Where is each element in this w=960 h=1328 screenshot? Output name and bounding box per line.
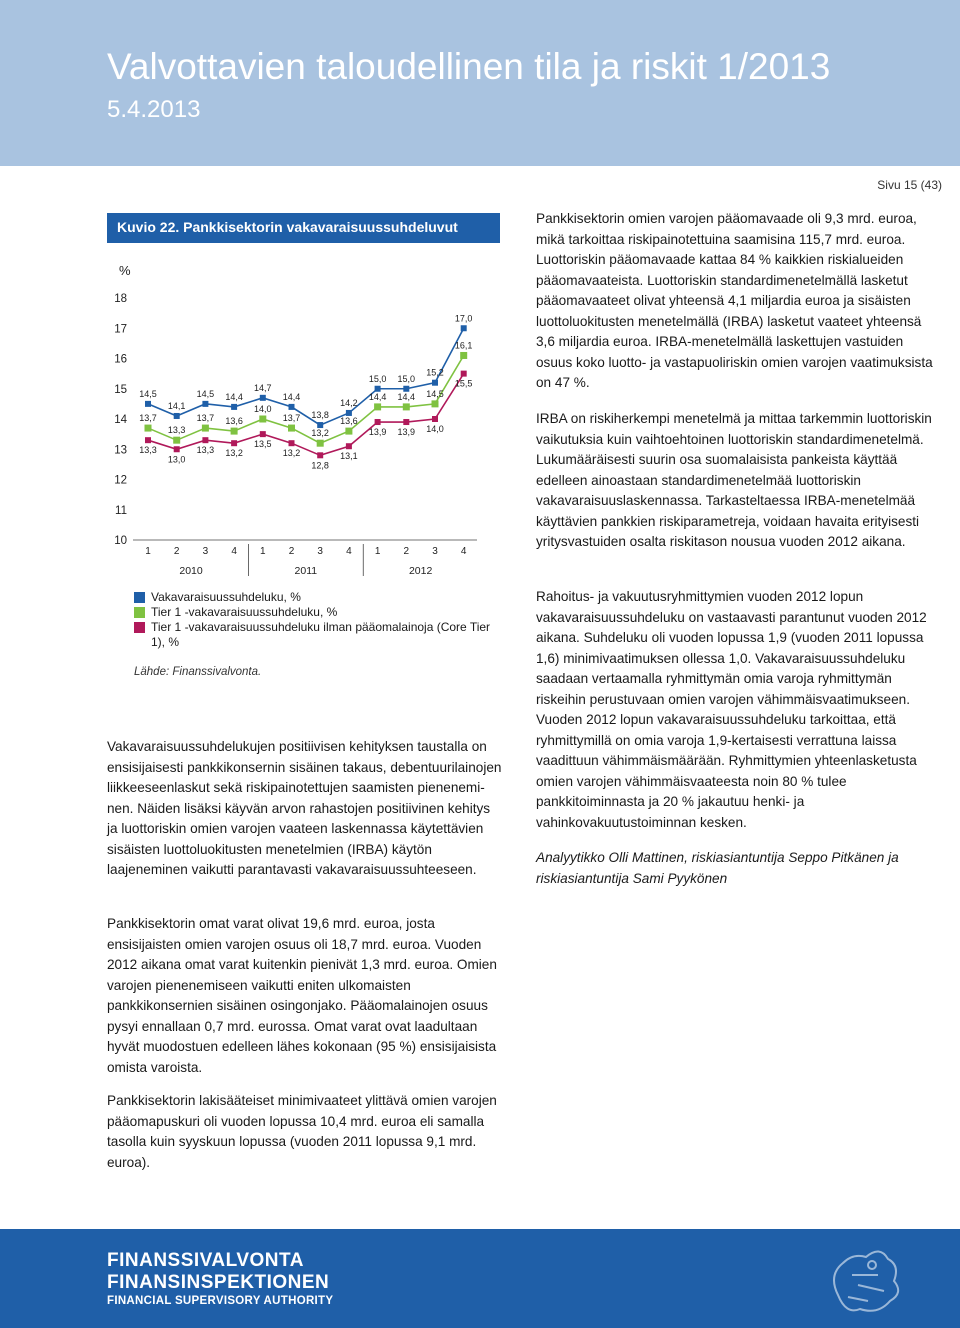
lion-crest-icon: [808, 1235, 918, 1325]
x-tick-label: 1: [374, 546, 381, 557]
x-tick-label: 3: [432, 546, 438, 557]
page-title: Valvottavien taloudellinen tila ja riskit 1/2013: [107, 46, 831, 87]
paragraph-text: Vakavaraisuussuhdelukujen positiivisen kehityksen taustalla on ensisijaisesti pankkikonsernin sisäinen takaus, debentuurilainojen liikkeeseenlaskut sekä riskipainotettujen saamisten pieneneminen. Näiden lisäksi käyvän arvon rahastojen positiivinen kehitys ja luottoriskin omien varojen vaateen laskennassa käytettävien sisäisten luottoluokitusten menetelmien (IRBA) käytön laajeneminen vaikutti parantavasti vakavaraisuussuhteeseen.: [107, 739, 502, 877]
figure-title: Kuvio 22. Pankkisektorin vakavaraisuussuhdeluvut: [117, 219, 458, 235]
series-2-point: [288, 425, 295, 432]
legend-swatch-magenta: [134, 622, 145, 633]
series-3-point: [174, 446, 180, 452]
legend-item-core-tier1: [134, 620, 500, 650]
series-1-data-label: 15,0: [397, 373, 416, 384]
legend-label: Tier 1 -vakavaraisuussuhdeluku, %: [151, 605, 338, 619]
series-3-data-label: 13,9: [397, 427, 416, 438]
series-2-data-label: 13,7: [282, 413, 301, 424]
series-1-data-label: 14,5: [196, 388, 215, 399]
right-paragraph-2: [536, 409, 936, 553]
series-1-data-label: 14,5: [139, 388, 157, 399]
series-3-data-label: 12,8: [311, 460, 329, 471]
series-1-point: [289, 404, 295, 410]
series-3-data-label: 13,3: [139, 445, 157, 456]
series-1-data-label: 14,1: [167, 400, 186, 411]
series-1-point: [174, 413, 180, 419]
series-2-point: [173, 437, 180, 444]
series-3-point: [145, 437, 151, 443]
series-3-data-label: 15,5: [454, 378, 473, 389]
series-2-data-label: 13,6: [225, 416, 243, 427]
series-3-point: [375, 419, 381, 425]
page-date: 5.4.2013: [107, 96, 201, 123]
series-3-point: [202, 437, 208, 443]
series-2-data-label: 14,4: [368, 391, 387, 402]
x-tick-label: 1: [145, 546, 151, 557]
series-2-point: [403, 403, 410, 410]
series-1-data-label: 15,0: [368, 373, 387, 384]
series-3-point: [461, 371, 467, 377]
page-header: [0, 0, 960, 166]
x-tick-label: 4: [346, 546, 352, 557]
left-paragraph-1: [107, 737, 502, 881]
series-line-1: [148, 328, 464, 425]
figure-source: Lähde: Finanssivalvonta.: [134, 666, 262, 678]
legend-swatch-blue: [134, 592, 145, 603]
x-year-label: 2011: [294, 565, 318, 577]
series-3-data-label: 13,3: [196, 445, 215, 456]
x-tick-label: 2: [288, 546, 295, 557]
y-tick-label: 15: [114, 383, 127, 396]
series-2-point: [374, 403, 381, 410]
y-tick-label: 12: [114, 474, 127, 487]
series-2-data-label: 13,7: [139, 413, 157, 424]
x-tick-label: 1: [260, 546, 266, 557]
series-2-data-label: 13,7: [196, 413, 215, 424]
series-1-data-label: 14,2: [340, 397, 358, 408]
series-2-data-label: 13,3: [167, 425, 186, 436]
x-tick-label: 3: [317, 546, 323, 557]
series-2-point: [460, 352, 467, 359]
series-1-data-label: 13,8: [311, 410, 329, 421]
series-3-point: [403, 419, 409, 425]
y-tick-label: 11: [115, 504, 127, 517]
series-3-data-label: 13,1: [340, 451, 358, 462]
legend-item-total: [134, 590, 500, 605]
legend-label: Vakavaraisuussuhdeluku, %: [151, 590, 301, 604]
footer-logo-line-2: FINANSINSPEKTIONEN: [107, 1272, 330, 1293]
x-year-label: 2012: [408, 565, 433, 577]
series-1-data-label: 15,2: [426, 367, 444, 378]
series-2-data-label: 13,2: [311, 428, 329, 439]
series-2-point: [259, 416, 266, 423]
series-1-point: [346, 410, 352, 416]
authors-text: Analyytikko Olli Mattinen, riskiasiantuntija Seppo Pitkänen ja riskiasiantuntija Sami Pyykönen: [536, 850, 899, 886]
x-tick-label: 2: [403, 546, 410, 557]
series-2-data-label: 14,4: [397, 391, 416, 402]
y-tick-label: 13: [114, 444, 127, 457]
paragraph-text: IRBA on riskiherkempi menetelmä ja mittaa tarkemmin luottoriskin vaikutuksia kuin vaihtoehtoinen luottoriskin standardimenetelmä. Lukumääräisesti suurin osa suomalaisista pankeista käyttää edelleen ainoastaan standardimenetelmää luottoriskin vakavaraisuuslaskennassa. Tarkasteltaessa IRBA-menetelmää käyttävien pankkien riskiparametreja, voidaan havaita erityisesti yritysvastuiden osalta riskitason nousua vuoden 2012 aikana.: [536, 411, 932, 549]
x-tick-label: 2: [173, 546, 180, 557]
left-paragraph-3: [107, 1091, 502, 1173]
y-unit-label: %: [119, 263, 131, 278]
series-1-point: [432, 380, 438, 386]
y-tick-label: 10: [114, 535, 127, 547]
footer-logo-line-3: FINANCIAL SUPERVISORY AUTHORITY: [107, 1295, 334, 1307]
series-3-point: [289, 440, 295, 446]
series-3-data-label: 13,2: [282, 448, 301, 459]
series-2-point: [145, 425, 152, 432]
series-2-point: [432, 400, 439, 407]
series-2-data-label: 14,0: [254, 404, 272, 414]
series-1-point: [260, 395, 266, 401]
series-3-point: [317, 452, 323, 458]
paragraph-text: Pankkisektorin omien varojen pääomavaade oli 9,3 mrd. euroa, mikä tarkoittaa riskipainotettuina saamisina 115,7 mrd. euroa. Luottoriskin pääomavaade kattaa 84 % kaikkien riskialueiden pääomavaateista. Luottoriskin standardimenetelmällä lasketut pääomavaateet olivat yhteensä 4,1 miljardia euroa ja sisäisten luottoluokitusten menetelmällä (IRBA) lasketut vaateet yhteensä 3,6 miljardia euroa. IRBA-menetelmällä laskettujen vastuiden osuus koko luotto- ja vastapuoliriskin omien varojen vaatimuksista on 47 %.: [536, 211, 933, 390]
series-2-data-label: 13,6: [340, 416, 358, 427]
series-3-point: [260, 431, 266, 437]
series-3-data-label: 13,0: [167, 454, 186, 465]
y-tick-label: 17: [114, 323, 127, 336]
series-1-data-label: 14,4: [282, 391, 301, 402]
series-3-data-label: 13,2: [225, 448, 243, 459]
series-2-point: [202, 425, 209, 432]
series-2-data-label: 14,5: [426, 388, 444, 399]
series-2-data-label: 16,1: [454, 340, 473, 351]
paragraph-text: Rahoitus- ja vakuutusryhmittymien vuoden 2012 lopun vakavaraisuussuhdeluku on vastaavasti parantunut vuoden 2012 aikana. Suhdeluku oli vuoden lopussa 1,9 (vuoden 2011 lopussa 1,6) minimivaatimuksen ollessa 1,0. Vakavaraisuussuhdeluku saadaan vertaamalla ryhmittymän omia varoja ryhmittymän riskeihin perustuvaan omien varojen vähimmäisvaatimukseen. Vuoden 2012 lopun vakavaraisuussuhdeluku tarkoittaa, että ryhmittymillä on omia varoja 1,9-kertaisesti verrattuna laissa vaadittuun vähimmäismäärään. Ryhmittymien yhteenlasketusta omien varojen vähimmäisvaateesta noin 80 % tulee pankkitoiminnasta ja 20 % jakautuu henki- ja vahinkovakuutustoiminnan kesken.: [536, 589, 927, 830]
series-2-point: [317, 440, 324, 447]
legend-swatch-green: [134, 607, 145, 618]
series-1-point: [231, 404, 237, 410]
series-1-point: [145, 401, 151, 407]
x-tick-label: 4: [231, 546, 237, 557]
chart-legend: [134, 590, 500, 650]
page-number: Sivu 15 (43): [877, 178, 942, 192]
x-tick-label: 3: [202, 546, 209, 557]
series-2-point: [345, 428, 352, 435]
series-1-point: [375, 386, 381, 392]
series-2-point: [231, 428, 238, 435]
x-year-label: 2010: [179, 565, 203, 577]
legend-item-tier1: [134, 605, 500, 620]
series-1-data-label: 14,7: [254, 382, 272, 393]
series-3-data-label: 13,9: [368, 427, 387, 438]
series-1-data-label: 14,4: [225, 391, 243, 402]
series-1-data-label: 17,0: [454, 313, 473, 324]
x-tick-label: 4: [460, 546, 467, 557]
footer-logo-line-1: FINANSSIVALVONTA: [107, 1250, 304, 1271]
series-3-data-label: 14,0: [426, 424, 444, 434]
y-tick-label: 14: [114, 414, 127, 426]
capital-ratio-chart: [107, 250, 500, 585]
series-3-point: [432, 416, 438, 422]
series-1-point: [202, 401, 208, 407]
figure-title-bar: [107, 213, 500, 243]
series-1-point: [317, 422, 323, 428]
paragraph-text: Pankkisektorin lakisääteiset minimivaateet ylittävä omien varojen pääomapuskuri oli vuoden lopussa 10,4 mrd. euroa eli samalla tasolla kuin syyskuun lopussa (vuoden 2011 lopussa 9,1 mrd. euroa).: [107, 1093, 497, 1170]
series-line-2: [148, 355, 464, 443]
series-3-point: [346, 443, 352, 449]
y-tick-label: 18: [114, 293, 127, 305]
series-1-point: [403, 386, 409, 392]
legend-label: Tier 1 -vakavaraisuussuhdeluku ilman pääomalainoja (Core Tier 1), %: [151, 620, 491, 649]
right-paragraph-1: [536, 209, 936, 394]
series-3-data-label: 13,5: [254, 439, 272, 450]
left-paragraph-2: [107, 914, 502, 1078]
y-tick-label: 16: [114, 353, 127, 366]
series-3-point: [231, 440, 237, 446]
page-footer: [0, 1229, 960, 1328]
authors: [536, 848, 936, 889]
right-paragraph-3: [536, 587, 936, 833]
paragraph-text: Pankkisektorin omat varat olivat 19,6 mrd. euroa, josta ensisijaisten omien varojen osuus oli 18,7 mrd. euroa. Vuoden 2012 aikana omat varat kuitenkin pienivät 1,3 mrd. euroa. Omien varojen pienenemiseen vaikutti eniten ulkomaisten pankkikonsernien sisäinen osingonjako. Pääomalainojen osuus pysyi ennallaan 0,7 mrd. eurossa. Omat varat ovat laadultaan hyvät muodostuen edelleen lähes kokonaan (95 %) ensisijaisista omista varoista.: [107, 916, 497, 1075]
series-1-point: [461, 325, 467, 331]
